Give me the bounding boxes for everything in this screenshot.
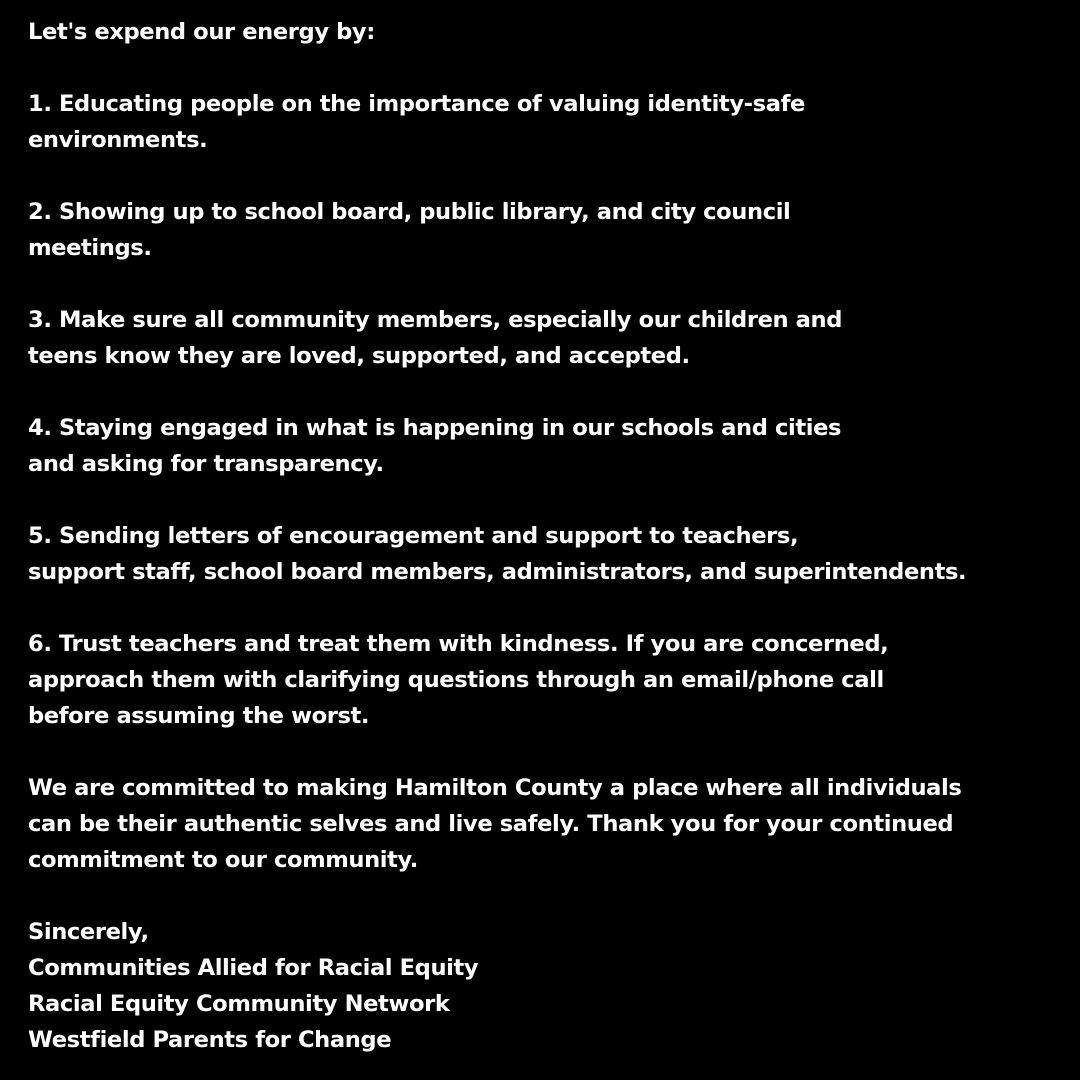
closing-line-2: can be their authentic selves and live safely. Thank you for your continued (28, 811, 954, 837)
list-item-5-line-1: 5. Sending letters of encouragement and support to teachers, (28, 523, 799, 549)
intro-paragraph (28, 14, 1080, 50)
signature-block (28, 914, 1080, 1058)
closing-line-1: We are committed to making Hamilton County a place where all individuals (28, 775, 962, 801)
signature-org-3: Westfield Parents for Change (28, 1027, 392, 1053)
list-item-1 (28, 86, 1080, 158)
list-item-6-line-1: 6. Trust teachers and treat them with kindness. If you are concerned, (28, 631, 889, 657)
closing-line-3: commitment to our community. (28, 847, 418, 873)
list-item-3-line-1: 3. Make sure all community members, especially our children and (28, 307, 843, 333)
list-item-3-line-2: teens know they are loved, supported, and accepted. (28, 343, 690, 369)
list-item-1-line-2: environments. (28, 127, 208, 153)
list-item-5-line-2: support staff, school board members, administrators, and superintendents. (28, 559, 967, 585)
signature-org-1: Communities Allied for Racial Equity (28, 955, 479, 981)
list-item-5 (28, 518, 1080, 590)
list-item-6-line-2: approach them with clarifying questions through an email/phone call (28, 667, 884, 693)
list-item-4-line-2: and asking for transparency. (28, 451, 384, 477)
list-item-6 (28, 626, 1080, 734)
list-item-3 (28, 302, 1080, 374)
intro-text: Let's expend our energy by: (28, 19, 375, 45)
list-item-4-line-1: 4. Staying engaged in what is happening in our schools and cities (28, 415, 842, 441)
list-item-2-line-1: 2. Showing up to school board, public library, and city council (28, 199, 791, 225)
list-item-6-line-3: before assuming the worst. (28, 703, 370, 729)
list-item-4 (28, 410, 1080, 482)
signature-org-2: Racial Equity Community Network (28, 991, 450, 1017)
signature-salutation: Sincerely, (28, 919, 149, 945)
list-item-2-line-2: meetings. (28, 235, 152, 261)
list-item-2 (28, 194, 1080, 266)
list-item-1-line-1: 1. Educating people on the importance of valuing identity-safe (28, 91, 805, 117)
closing-paragraph (28, 770, 1080, 878)
